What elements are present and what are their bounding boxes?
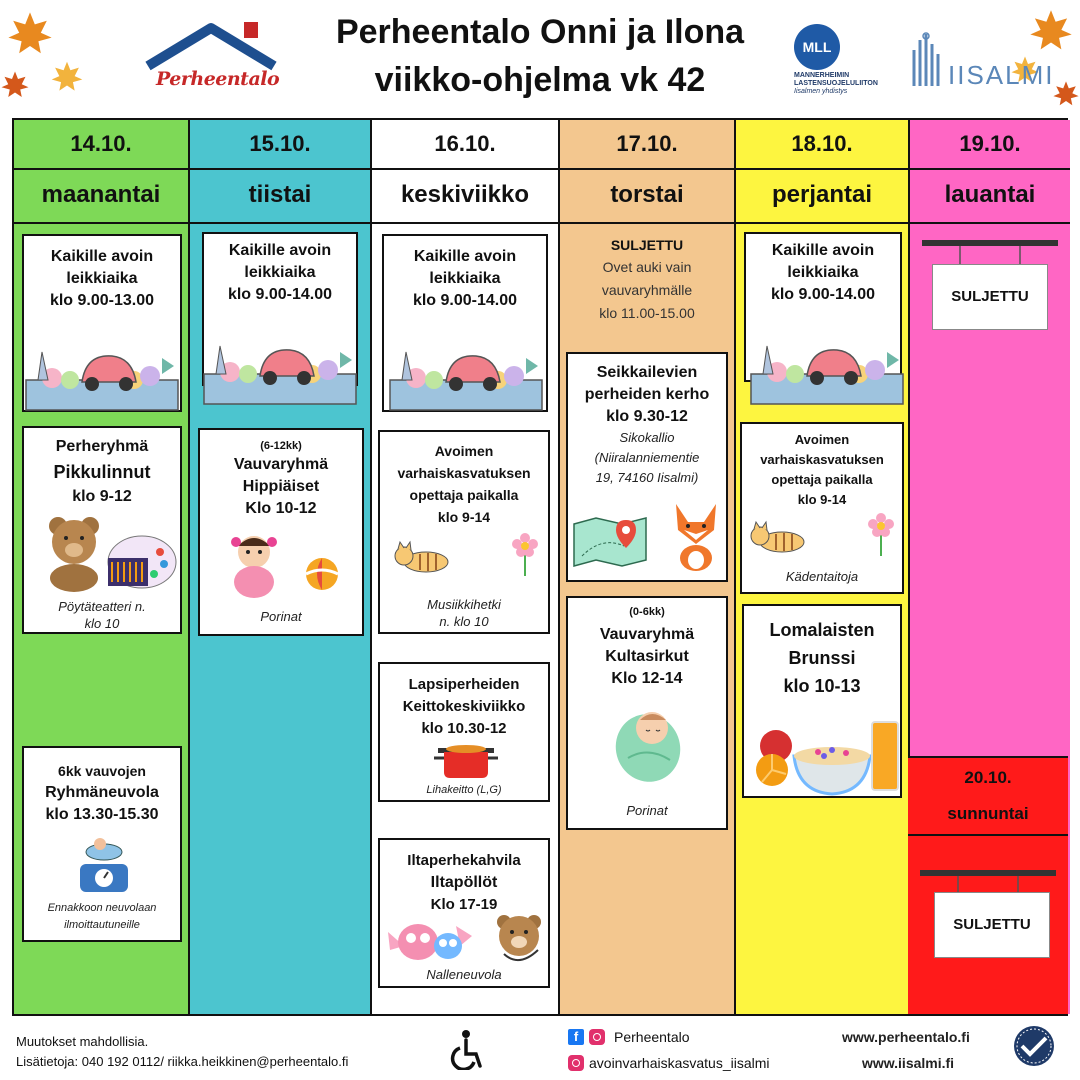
contact-info: Lisätietoja: 040 192 0112/ riikka.heikkinen@perheentalo.fi xyxy=(16,1054,349,1069)
event-line: leikkiaika xyxy=(244,264,316,281)
maple-leaf-icon xyxy=(50,60,84,94)
event-time: klo 13.30-15.30 xyxy=(45,806,159,823)
teddy-bear-icon xyxy=(40,512,110,592)
link-perheentalo[interactable]: www.perheentalo.fi xyxy=(842,1029,970,1045)
swaddled-baby-icon xyxy=(608,702,688,786)
instagram-handle[interactable]: avoinvarhaiskasvatus_iisalmi xyxy=(589,1055,770,1071)
event-line: varhaiskasvatuksen xyxy=(760,452,884,467)
event-time: klo 9.00-14.00 xyxy=(227,286,333,303)
date-header: 17.10. xyxy=(560,120,734,170)
event-line: Kaikille avoin xyxy=(771,242,875,259)
paint-palette-icon xyxy=(102,532,178,592)
event-note: Ennakkoon neuvolaan xyxy=(47,902,157,914)
event-line: leikkiaika xyxy=(787,264,859,281)
event-family-group xyxy=(22,426,182,634)
date-header: 15.10. xyxy=(190,120,370,170)
brand-name: Perheentalo xyxy=(156,68,280,90)
footer-info xyxy=(16,1032,348,1072)
closed-label: SULJETTU xyxy=(610,237,684,253)
event-line: leikkiaika xyxy=(429,270,501,287)
event-time: Klo 17-19 xyxy=(430,896,498,913)
event-time: klo 9.00-13.00 xyxy=(49,292,155,309)
date-header: 14.10. xyxy=(14,120,188,170)
event-note: Lihakeitto (L,G) xyxy=(426,784,502,796)
event-line: leikkiaika xyxy=(66,270,138,287)
breakfast-bowl-icon xyxy=(754,712,904,796)
event-note: Kädentaitoja xyxy=(785,569,859,584)
cat-icon xyxy=(748,520,810,556)
event-note: Porinat xyxy=(626,803,668,818)
event-teacher-present xyxy=(740,422,904,594)
event-title: Brunssi xyxy=(788,648,856,668)
social-links xyxy=(568,1024,770,1076)
flower-icon xyxy=(866,512,896,558)
title-line-2: viikko-ohjelma vk 42 xyxy=(374,61,706,99)
closed-sign: SULJETTU xyxy=(932,264,1048,330)
event-age: (6-12kk) xyxy=(260,440,302,452)
maple-leaf-icon xyxy=(0,70,30,100)
event-line: Vauvaryhmä xyxy=(233,456,329,473)
owls-icon xyxy=(386,916,476,962)
event-line: opettaja paikalla xyxy=(409,487,519,503)
event-line: vauvaryhmälle xyxy=(601,282,693,298)
event-line: Iltaperhekahvila xyxy=(407,852,521,869)
day-header: tiistai xyxy=(190,170,370,224)
flower-icon xyxy=(510,532,540,578)
event-title: Pikkulinnut xyxy=(53,462,151,482)
mll-circle: MLL xyxy=(794,24,840,70)
event-note: Pöytäteatteri n. xyxy=(58,599,146,614)
event-time: klo 10-13 xyxy=(783,676,861,696)
mll-logo xyxy=(792,22,892,102)
perheentalo-logo xyxy=(140,18,282,108)
column-friday xyxy=(736,120,910,1014)
baby-scale-icon xyxy=(74,836,134,896)
column-wednesday xyxy=(372,120,560,1014)
event-age: (0-6kk) xyxy=(629,606,665,618)
event-baby-group xyxy=(198,428,364,636)
event-title: Ryhmäneuvola xyxy=(45,784,159,801)
facebook-row[interactable] xyxy=(568,1024,770,1050)
event-title: Iltapöllöt xyxy=(430,874,498,891)
date-header: 20.10. xyxy=(964,768,1012,787)
event-teacher-present xyxy=(378,430,550,634)
column-monday xyxy=(14,120,190,1014)
map-icon xyxy=(572,516,648,568)
iisalmi-logo xyxy=(908,30,1068,90)
bear-doctor-icon xyxy=(492,910,546,964)
event-baby-group xyxy=(566,596,728,830)
toy-box-icon xyxy=(744,330,910,406)
event-location: 19, 74160 Iisalmi) xyxy=(595,470,699,485)
toy-box-icon xyxy=(22,336,182,412)
mll-line-3: Iisalmen yhdistys xyxy=(794,88,848,95)
instagram-icon xyxy=(568,1055,584,1071)
event-line: Lomalaisten xyxy=(769,620,875,640)
day-header: keskiviikko xyxy=(372,170,558,224)
event-time: klo 10.30-12 xyxy=(421,720,507,737)
day-header: sunnuntai xyxy=(947,804,1029,823)
event-time: klo 9.00-14.00 xyxy=(412,292,518,309)
event-time: klo 9-14 xyxy=(797,492,847,507)
event-time: klo 11.00-15.00 xyxy=(599,305,695,321)
event-time: klo 9.30-12 xyxy=(606,408,688,425)
house-roof-icon xyxy=(140,18,282,74)
event-location: (Niiralanniementie xyxy=(594,450,700,465)
day-header: torstai xyxy=(560,170,734,224)
event-title: Kultasirkut xyxy=(605,648,689,665)
event-line: opettaja paikalla xyxy=(771,472,873,487)
date-header: 19.10. xyxy=(910,120,1070,170)
toy-box-icon xyxy=(386,336,546,412)
event-title: perheiden kerho xyxy=(584,386,710,403)
facebook-icon: f xyxy=(568,1029,584,1045)
event-line: Kaikille avoin xyxy=(413,248,517,265)
sunday-body xyxy=(908,836,1068,1016)
cooking-pot-icon xyxy=(434,740,498,780)
event-note: n. klo 10 xyxy=(439,614,489,629)
event-group-clinic xyxy=(22,746,182,942)
event-closed-notice xyxy=(560,234,734,330)
event-line: Avoimen xyxy=(794,432,850,447)
event-title: Hippiäiset xyxy=(242,478,320,495)
event-line: varhaiskasvatuksen xyxy=(397,465,531,481)
event-time: klo 9-12 xyxy=(72,488,132,505)
column-thursday xyxy=(560,120,736,1014)
changes-note: Muutokset mahdollisia. xyxy=(16,1034,149,1049)
web-links xyxy=(842,1024,970,1076)
toy-box-icon xyxy=(200,330,360,406)
column-tuesday xyxy=(190,120,372,1014)
event-time: Klo 10-12 xyxy=(245,500,317,517)
mll-line-2: LASTENSUOJELULIITON xyxy=(794,80,878,87)
event-time: klo 9.00-14.00 xyxy=(770,286,876,303)
mll-text xyxy=(794,72,894,96)
cat-icon xyxy=(392,540,454,576)
link-iisalmi[interactable]: www.iisalmi.fi xyxy=(862,1055,955,1071)
mll-line-1: MANNERHEIMIN xyxy=(794,72,850,79)
event-note: ilmoittautuneille xyxy=(64,919,140,931)
event-line: Kaikille avoin xyxy=(50,248,154,265)
event-line: Perheryhmä xyxy=(55,438,149,455)
date-header: 16.10. xyxy=(372,120,558,170)
event-line: Lapsiperheiden xyxy=(408,676,520,693)
event-note: Porinat xyxy=(260,609,302,624)
event-evening-cafe xyxy=(378,838,550,988)
day-header: lauantai xyxy=(910,170,1070,224)
event-note: Musiikkihetki xyxy=(427,597,501,612)
event-line: Seikkailevien xyxy=(596,364,698,381)
event-line: Ovet auki vain xyxy=(602,259,692,275)
event-line: Avoimen xyxy=(434,443,494,459)
title-line-1: Perheentalo Onni ja Ilona xyxy=(335,13,745,51)
baby-girl-icon xyxy=(224,530,286,602)
instagram-icon xyxy=(589,1029,605,1045)
event-title: Keittokeskiviikko xyxy=(402,698,526,715)
event-adventure-club xyxy=(566,352,728,582)
day-header: perjantai xyxy=(736,170,908,224)
wheelchair-icon xyxy=(448,1030,484,1070)
facebook-handle[interactable]: Perheentalo xyxy=(614,1029,690,1045)
event-line: Vauvaryhmä xyxy=(599,626,695,643)
event-time: klo 9-14 xyxy=(437,509,491,525)
organization-badge-icon xyxy=(1012,1024,1056,1068)
page-title xyxy=(280,8,800,104)
fox-icon xyxy=(666,500,726,572)
event-line: Kaikille avoin xyxy=(228,242,332,259)
event-location: Sikokallio xyxy=(619,430,675,445)
day-header: maanantai xyxy=(14,170,188,224)
header xyxy=(0,0,1080,118)
iisalmi-emblem-icon xyxy=(908,30,946,88)
maple-leaf-icon xyxy=(6,10,54,58)
event-cooking xyxy=(378,662,550,802)
event-line: 6kk vauvojen xyxy=(58,763,146,779)
closed-sign: SULJETTU xyxy=(934,892,1050,958)
event-time: Klo 12-14 xyxy=(611,670,683,687)
event-note: klo 10 xyxy=(84,616,120,631)
event-note: Nalleneuvola xyxy=(426,967,502,982)
date-header: 18.10. xyxy=(736,120,908,170)
sunday-header xyxy=(908,756,1068,836)
instagram-row[interactable] xyxy=(568,1050,770,1076)
footer xyxy=(0,1018,1080,1080)
beach-ball-icon xyxy=(304,556,340,592)
city-name: IISALMI xyxy=(948,60,1055,90)
